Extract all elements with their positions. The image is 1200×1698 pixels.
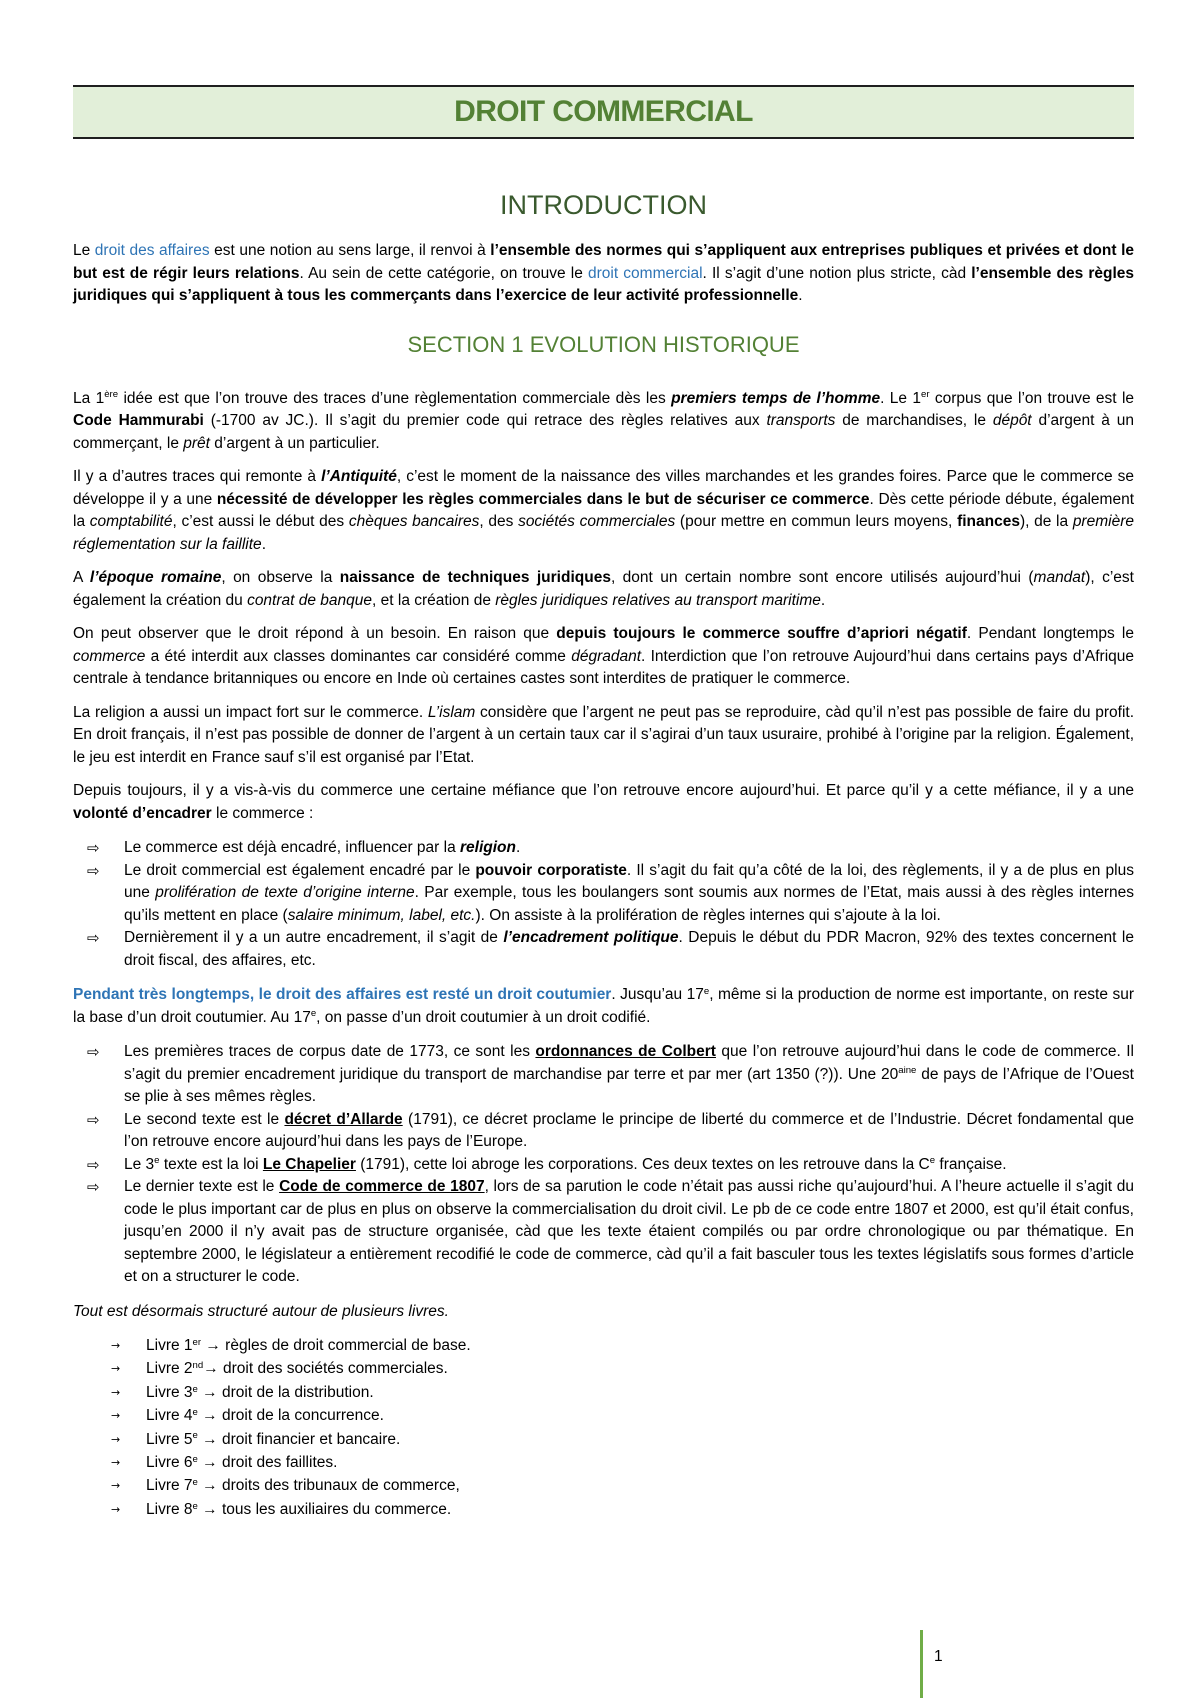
text-run: Livre 4 xyxy=(146,1407,193,1425)
introduction-paragraph xyxy=(73,240,1134,308)
emphasis-text: nécessité de développer les règles commerciales dans le but de sécuriser ce commerce xyxy=(216,490,870,508)
bullet-text xyxy=(124,837,1134,860)
bullet-text xyxy=(124,1109,1134,1154)
text-run: A xyxy=(73,569,90,586)
livre-text xyxy=(146,1337,471,1354)
document-title-banner xyxy=(73,85,1134,139)
text-run: ). On assiste à la prolifération de règles internes qui s’ajoute à la loi. xyxy=(475,906,941,924)
historical-texts-bullet-list xyxy=(73,1041,1134,1289)
emphasis-text: droit des affaires xyxy=(94,242,210,259)
livre-item-7 xyxy=(73,1474,1134,1497)
livre-text xyxy=(146,1407,384,1424)
text-run: Le second texte est le xyxy=(124,1110,285,1128)
arrow-bullet-icon xyxy=(111,1381,120,1404)
bullet-text xyxy=(124,1041,1134,1109)
arrow-bullet-icon xyxy=(111,1404,120,1427)
text-run: Le commerce est déjà encadré, influencer par la xyxy=(124,839,461,856)
emphasis-text: l’ensemble des normes qui s’appliquent aux entreprises publiques et privées et dont le but est de régir leurs relations xyxy=(73,242,1134,282)
livre-item-1 xyxy=(73,1334,1134,1357)
text-run: texte est la loi xyxy=(159,1155,263,1173)
superscript-text: e xyxy=(192,1430,198,1442)
paragraph-droit-coutumier xyxy=(73,984,1134,1029)
section-heading: SECTION 1 EVOLUTION HISTORIQUE xyxy=(407,331,800,357)
bullet-item-ordonnances-colbert xyxy=(73,1041,1134,1109)
arrow-bullet-icon xyxy=(111,1451,120,1474)
hollow-arrow-bullet-icon xyxy=(87,1109,100,1132)
superscript-text: aine xyxy=(898,1065,917,1077)
text-run: le commerce : xyxy=(211,804,314,822)
superscript-text: er xyxy=(192,1336,202,1348)
superscript-text: ère xyxy=(104,389,119,401)
emphasis-text: première réglementation sur la faillite xyxy=(73,513,1134,553)
emphasis-text: dépôt xyxy=(992,412,1032,429)
text-run: , des xyxy=(479,513,519,530)
hollow-arrow-bullet-icon xyxy=(87,1154,100,1177)
livre-text xyxy=(146,1477,460,1494)
superscript-text: e xyxy=(192,1500,198,1512)
text-run: . xyxy=(798,287,803,304)
text-run: Livre 8 xyxy=(146,1500,193,1518)
emphasis-text: chèques bancaires xyxy=(348,513,480,530)
text-run: . Pendant longtemps le xyxy=(966,625,1134,642)
emphasis-text: Code Hammurabi xyxy=(73,412,204,429)
text-run: Livre 6 xyxy=(146,1454,193,1472)
text-run: → droit des faillites. xyxy=(197,1454,338,1472)
text-run: Livre 7 xyxy=(146,1477,193,1495)
text-run: . Il s’agit d’une notion plus stricte, càd xyxy=(702,264,972,282)
text-run: . Jusqu’au 17 xyxy=(611,986,704,1003)
text-run: , c’est le moment de la naissance des villes marchandes et les grandes foires. Parce que le commerce se développe il y a une xyxy=(73,468,1134,508)
text-run: Depuis toujours, il y a vis-à-vis du commerce une certaine méfiance que l’on retrouve encore aujourd’hui. Et parce qu’il y a cette méfiance, il y a une xyxy=(73,782,1134,799)
text-run: idée est que l’on trouve des traces d’une règlementation commerciale dès les xyxy=(118,389,672,407)
emphasis-text: l’encadrement politique xyxy=(503,929,679,946)
text-run: . xyxy=(516,839,521,856)
emphasis-text: religion xyxy=(460,839,516,856)
hollow-arrow-bullet-icon xyxy=(87,1041,100,1064)
superscript-text: e xyxy=(154,1155,160,1167)
livre-text xyxy=(146,1454,337,1471)
text-run: , on passe d’un droit coutumier à un droit codifié. xyxy=(316,1008,651,1026)
text-run: Livre 3 xyxy=(146,1383,193,1401)
livre-item-2 xyxy=(73,1357,1134,1380)
text-run: (1791), cette loi abroge les corporations. Ces deux textes on les retrouve dans la C xyxy=(355,1155,930,1173)
text-run: corpus que l’on trouve est le xyxy=(929,389,1135,407)
text-run: , c’est aussi le début des xyxy=(172,513,349,530)
arrow-bullet-icon xyxy=(111,1428,120,1451)
emphasis-text: depuis toujours le commerce souffre d’apriori négatif xyxy=(556,625,967,642)
text-run: , même si la production de norme est importante, on reste sur la base d’un droit coutumier. Au 17 xyxy=(73,986,1134,1026)
text-run: Le xyxy=(73,242,95,259)
text-run: → droit financier et bancaire. xyxy=(197,1430,401,1448)
text-run: , et la création de xyxy=(372,591,496,609)
text-run: (1791), ce décret proclame le principe de liberté du commerce et de l’Industrie. Décret fondamental que l’on retrouve encore aujourd’hui dans les pays de l’Europe. xyxy=(124,1110,1135,1150)
text-run: Le droit commercial est également encadré par le xyxy=(124,861,476,879)
bullet-item-encadrement-politique xyxy=(73,927,1134,972)
emphasis-text: L’islam xyxy=(427,703,476,721)
text-run: → droits des tribunaux de commerce, xyxy=(197,1477,460,1495)
document-title: DROIT COMMERCIAL xyxy=(454,95,753,128)
emphasis-text: commerce xyxy=(73,647,146,665)
emphasis-text: règles juridiques relatives au transport maritime xyxy=(495,591,821,609)
text-run: . Interdiction que l’on retrouve Aujourd’hui dans certains pays d’Afrique centrale à tendance britanniques ou encore en Inde où certaines castes sont interdites de pratiquer le commerce. xyxy=(73,647,1134,687)
bullet-item-religion xyxy=(73,837,1134,860)
hollow-arrow-bullet-icon xyxy=(87,837,100,860)
hollow-arrow-bullet-icon xyxy=(87,927,100,950)
bullet-text xyxy=(124,927,1134,972)
text-run: Le 3 xyxy=(124,1155,155,1173)
superscript-text: e xyxy=(929,1155,936,1167)
paragraph-epoque-romaine xyxy=(73,567,1134,612)
bullet-item-code-commerce-1807 xyxy=(73,1176,1134,1289)
paragraph-besoin-commerce xyxy=(73,623,1134,691)
footer-rule xyxy=(920,1630,923,1698)
emphasis-text: comptabilité xyxy=(89,513,173,530)
text-run: de marchandises, le xyxy=(835,412,993,429)
text-run: , lors de sa parution le code n’était pas aussi riche qu’aujourd’hui. A l’heure actuelle il s’agit du code le plus important car de plus en plus on observe la commercialisation du droit civil. Le pb de ce code entre 1807 et 2000, est qu’il était confus, jusqu’en 2000 il n’y avait pas de structure organisée, càd que les texte étaient compilés ou par ordre chronologique ou par thématique. En septembre 2000, le législateur a entièrement recodifié le code de commerce, càd qu’il a fait basculer tous les textes législatifs sous formes d’article et on a structurer le code. xyxy=(124,1178,1134,1285)
text-run: . Dès cette période débute, également la xyxy=(73,490,1135,530)
superscript-text: e xyxy=(192,1453,198,1465)
superscript-text: e xyxy=(192,1406,198,1418)
emphasis-text: droit commercial xyxy=(587,264,703,282)
emphasis-text: transports xyxy=(766,412,836,429)
livre-text xyxy=(146,1360,448,1377)
superscript-text: e xyxy=(192,1477,198,1489)
text-run: → droit de la distribution. xyxy=(197,1383,374,1401)
bullet-item-loi-le-chapelier xyxy=(73,1154,1134,1177)
text-run: d’argent à un particulier. xyxy=(209,434,380,452)
arrow-bullet-icon xyxy=(111,1334,120,1357)
emphasis-text: premiers temps de l’homme xyxy=(671,389,881,407)
text-run: a été interdit aux classes dominantes car considéré comme xyxy=(145,647,572,665)
text-run: Les premières traces de corpus date de 1773, ce sont les xyxy=(124,1043,536,1060)
bullet-text xyxy=(124,1176,1134,1289)
text-run: La 1 xyxy=(73,389,105,407)
livre-item-5 xyxy=(73,1428,1134,1451)
text-run: . xyxy=(261,535,266,553)
text-run: → tous les auxiliaires du commerce. xyxy=(197,1500,452,1518)
text-run: . xyxy=(820,591,826,609)
emphasis-text: Code de commerce de 1807 xyxy=(279,1178,485,1195)
emphasis-text: mandat xyxy=(1033,569,1086,586)
livre-text xyxy=(146,1431,400,1448)
emphasis-text: Le Chapelier xyxy=(262,1155,356,1173)
superscript-text: er xyxy=(921,389,930,401)
livres-list xyxy=(73,1334,1134,1521)
text-run: d’argent à un commerçant, le xyxy=(73,412,1135,452)
emphasis-text: naissance de techniques juridiques xyxy=(339,569,611,586)
text-run: Dernièrement il y a un autre encadrement, il s’agit de xyxy=(124,929,504,946)
text-run: ), c’est également la création du xyxy=(73,569,1134,609)
text-run: , on observe la xyxy=(221,569,340,586)
emphasis-text: Tout est désormais structuré autour de plusieurs livres. xyxy=(73,1302,449,1320)
text-run: de pays de l’Afrique de l’Ouest se plie à ses mêmes règles. xyxy=(124,1065,1134,1105)
livre-text xyxy=(146,1384,374,1401)
livre-item-6 xyxy=(73,1451,1134,1474)
emphasis-text: sociétés commerciales xyxy=(518,513,676,530)
emphasis-text: volonté d’encadrer xyxy=(73,804,212,822)
text-run: . Au sein de cette catégorie, on trouve le xyxy=(299,264,588,282)
text-run: → règles de droit commercial de base. xyxy=(201,1337,471,1354)
text-run: (pour mettre en commun leurs moyens, xyxy=(675,513,958,530)
emphasis-text: dégradant xyxy=(571,647,642,665)
paragraph-premiers-temps xyxy=(73,388,1134,456)
superscript-text: e xyxy=(192,1383,198,1395)
text-run: On peut observer que le droit répond à un besoin. En raison que xyxy=(73,625,557,642)
text-run: française. xyxy=(935,1155,1007,1173)
document-page xyxy=(73,85,1134,1521)
encadrement-bullet-list xyxy=(73,837,1134,972)
livre-item-3 xyxy=(73,1381,1134,1404)
emphasis-text: décret d’Allarde xyxy=(284,1110,403,1128)
text-run: Le dernier texte est le xyxy=(124,1178,280,1195)
livre-text xyxy=(146,1501,451,1518)
livre-item-4 xyxy=(73,1404,1134,1427)
text-run: . Il s’agit du fait qu’a côté de la loi, des règlements, il y a de plus en plus une xyxy=(124,861,1134,901)
text-run: → droit des sociétés commerciales. xyxy=(203,1360,448,1378)
superscript-text: e xyxy=(310,1008,317,1020)
text-run: Livre 2 xyxy=(146,1360,193,1378)
arrow-bullet-icon xyxy=(111,1357,120,1380)
paragraph-antiquite xyxy=(73,466,1134,556)
emphasis-text: l’Antiquité xyxy=(321,468,397,485)
text-run: → droit de la concurrence. xyxy=(197,1407,384,1425)
hollow-arrow-bullet-icon xyxy=(87,860,100,883)
text-run: que l’on retrouve aujourd’hui dans le code de commerce. Il s’agit du premier encadrement juridique du transport de marchandise par terre et par mer (art 1350 (?)). Une 20 xyxy=(124,1043,1134,1083)
livre-item-8 xyxy=(73,1498,1134,1521)
page-number: 1 xyxy=(934,1648,943,1665)
bullet-item-pouvoir-corporatiste xyxy=(73,860,1134,928)
arrow-bullet-icon xyxy=(111,1474,120,1497)
superscript-text: nd xyxy=(192,1360,204,1372)
text-run: considère que l’argent ne peut pas se reproduire, càd qu’il n’est pas possible de faire du profit. En droit français, il n’est pas possible de donner de l’argent à un certain taux car il s’agirai d’un taux usuraire, prohibé à l’origine par la religion. Également, le jeu est interdit en France sauf s’il est organisé par l’Etat. xyxy=(73,703,1135,766)
emphasis-text: finances xyxy=(957,513,1020,530)
text-run: . Le 1 xyxy=(880,389,922,407)
text-run: Livre 1 xyxy=(146,1337,193,1354)
bullet-text xyxy=(124,1154,1134,1177)
emphasis-text: l’époque romaine xyxy=(89,569,222,586)
text-run: ), de la xyxy=(1019,513,1073,530)
paragraph-mefiance xyxy=(73,780,1134,825)
emphasis-text: pouvoir corporatiste xyxy=(475,861,627,879)
livres-intro-note xyxy=(73,1301,1134,1324)
text-run: . Par exemple, tous les boulangers sont soumis aux normes de l’Etat, mais aussi à des règles internes qu’ils mettent en place ( xyxy=(124,884,1135,924)
text-run: . Depuis le début du PDR Macron, 92% des textes concernent le droit fiscal, des affaires, etc. xyxy=(124,929,1134,969)
emphasis-text: prêt xyxy=(183,434,210,452)
emphasis-text: l’ensemble des règles juridiques qui s’appliquent à tous les commerçants dans l’exercice de leur activité professionnelle xyxy=(73,264,1135,304)
emphasis-text: salaire minimum, label, etc. xyxy=(287,906,476,924)
arrow-bullet-icon xyxy=(111,1498,120,1521)
text-run: est une notion au sens large, il renvoi à xyxy=(209,242,491,259)
hollow-arrow-bullet-icon xyxy=(87,1176,100,1199)
emphasis-text: ordonnances de Colbert xyxy=(535,1043,716,1060)
emphasis-text: prolifération de texte d’origine interne xyxy=(155,884,415,901)
text-run: (-1700 av JC.). Il s’agit du premier code qui retrace des règles relatives aux xyxy=(203,412,767,429)
emphasis-text: contrat de banque xyxy=(247,591,373,609)
text-run: Il y a d’autres traces qui remonte à xyxy=(73,468,322,485)
text-run: Livre 5 xyxy=(146,1430,193,1448)
introduction-heading: INTRODUCTION xyxy=(500,190,707,220)
bullet-text xyxy=(124,860,1134,928)
superscript-text: e xyxy=(703,985,710,997)
emphasis-text: Pendant très longtemps, le droit des affaires est resté un droit coutumier xyxy=(73,986,612,1003)
paragraph-religion xyxy=(73,702,1134,770)
text-run: , dont un certain nombre sont encore utilisés aujourd’hui ( xyxy=(610,569,1034,586)
text-run: La religion a aussi un impact fort sur le commerce. xyxy=(73,703,428,721)
bullet-item-decret-allarde xyxy=(73,1109,1134,1154)
